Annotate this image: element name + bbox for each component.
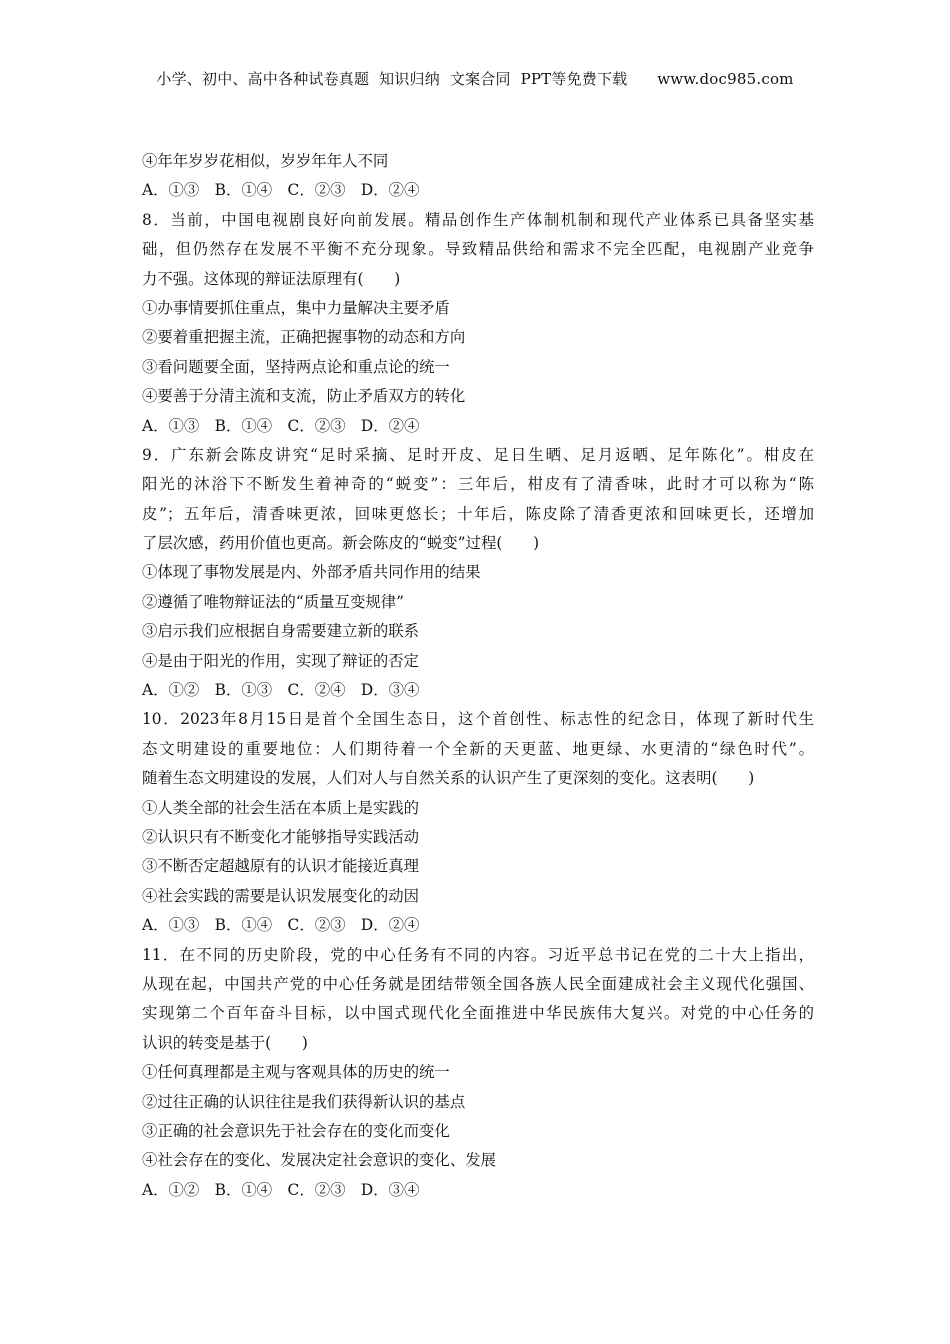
option-3: ③正确的社会意识先于社会存在的变化而变化 — [142, 1121, 450, 1140]
option-2: ②认识只有不断变化才能够指导实践活动 — [142, 827, 420, 846]
question-stem-line: 实现第二个百年奋斗目标，以中国式现代化全面推进中华民族伟大复兴。对党的中心任务的 — [142, 1004, 814, 1023]
option-3: ③启示我们应根据自身需要建立新的联系 — [142, 622, 420, 641]
option-4: ④年年岁岁花相似，岁岁年年人不同 — [142, 152, 389, 170]
question-stem-line: 10．2023年8月15日是首个全国生态日，这个首创性、标志性的纪念日，体现了新时代生 — [142, 710, 814, 729]
question-stem-line: 皮”；五年后，清香味更浓，回味更悠长；十年后，陈皮除了清香更浓和回味更长，还增加 — [142, 504, 814, 523]
option-2: ②遵循了唯物辩证法的“质量互变规律” — [142, 592, 404, 611]
answer-choices: A．①③ B．①④ C．②③ D．②④ — [142, 416, 420, 435]
question-stem-line: 认识的转变是基于( ) — [142, 1033, 308, 1052]
option-1: ①办事情要抓住重点，集中力量解决主要矛盾 — [142, 298, 450, 317]
option-1: ①人类全部的社会生活在本质上是实践的 — [142, 798, 420, 817]
question-stem-line: 态文明建设的重要地位：人们期待着一个全新的天更蓝、地更绿、水更清的“绿色时代”。 — [142, 739, 814, 758]
option-3: ③看问题要全面，坚持两点论和重点论的统一 — [142, 357, 450, 376]
answer-choices: A．①③ B．①④ C．②③ D．②④ — [142, 916, 420, 935]
option-4: ④社会存在的变化、发展决定社会意识的变化、发展 — [142, 1151, 496, 1170]
option-4: ④社会实践的需要是认识发展变化的动因 — [142, 886, 420, 905]
page-header: 小学、初中、高中各种试卷真题 知识归纳 文案合同 PPT等免费下载 www.doc985.com — [156, 70, 794, 88]
question-stem-line: 随着生态文明建设的发展，人们对人与自然关系的认识产生了更深刻的变化。这表明( ) — [142, 769, 755, 788]
option-2: ②过往正确的认识往往是我们获得新认识的基点 — [142, 1092, 466, 1111]
option-4: ④是由于阳光的作用，实现了辩证的否定 — [142, 651, 420, 670]
option-2: ②要着重把握主流，正确把握事物的动态和方向 — [142, 328, 466, 347]
question-stem-line: 11．在不同的历史阶段，党的中心任务有不同的内容。习近平总书记在党的二十大上指出， — [142, 945, 814, 964]
question-9 — [142, 441, 814, 706]
question-11 — [142, 941, 814, 1206]
question-stem-line: 9．广东新会陈皮讲究“足时采摘、足时开皮、足日生晒、足月返晒、足年陈化”。柑皮在 — [142, 445, 814, 464]
question-8 — [142, 206, 814, 441]
prev-question-tail — [142, 147, 814, 206]
exam-content — [142, 147, 814, 1205]
option-1: ①任何真理都是主观与客观具体的历史的统一 — [142, 1063, 450, 1082]
question-stem-line: 础，但仍然存在发展不平衡不充分现象。导致精品供给和需求不完全匹配，电视剧产业竞争 — [142, 240, 814, 259]
option-3: ③不断否定超越原有的认识才能接近真理 — [142, 857, 420, 876]
question-stem-line: 力不强。这体现的辩证法原理有( ) — [142, 269, 401, 288]
answer-choices: A．①③ B．①④ C．②③ D．②④ — [142, 181, 420, 200]
question-stem-line: 阳光的沐浴下不断发生着神奇的“蜕变”：三年后，柑皮有了清香味，此时才可以称为“陈 — [142, 475, 814, 494]
option-1: ①体现了事物发展是内、外部矛盾共同作用的结果 — [142, 563, 481, 582]
question-stem-line: 8．当前，中国电视剧良好向前发展。精品创作生产体制机制和现代产业体系已具备坚实基 — [142, 210, 814, 229]
question-stem-line: 了层次感，药用价值也更高。新会陈皮的“蜕变”过程( ) — [142, 534, 540, 553]
question-10 — [142, 705, 814, 940]
answer-choices: A．①② B．①④ C．②③ D．③④ — [142, 1180, 420, 1199]
option-4: ④要善于分清主流和支流，防止矛盾双方的转化 — [142, 387, 466, 406]
question-stem-line: 从现在起，中国共产党的中心任务就是团结带领全国各族人民全面建成社会主义现代化强国、 — [142, 974, 814, 993]
answer-choices: A．①② B．①③ C．②④ D．③④ — [142, 681, 420, 700]
